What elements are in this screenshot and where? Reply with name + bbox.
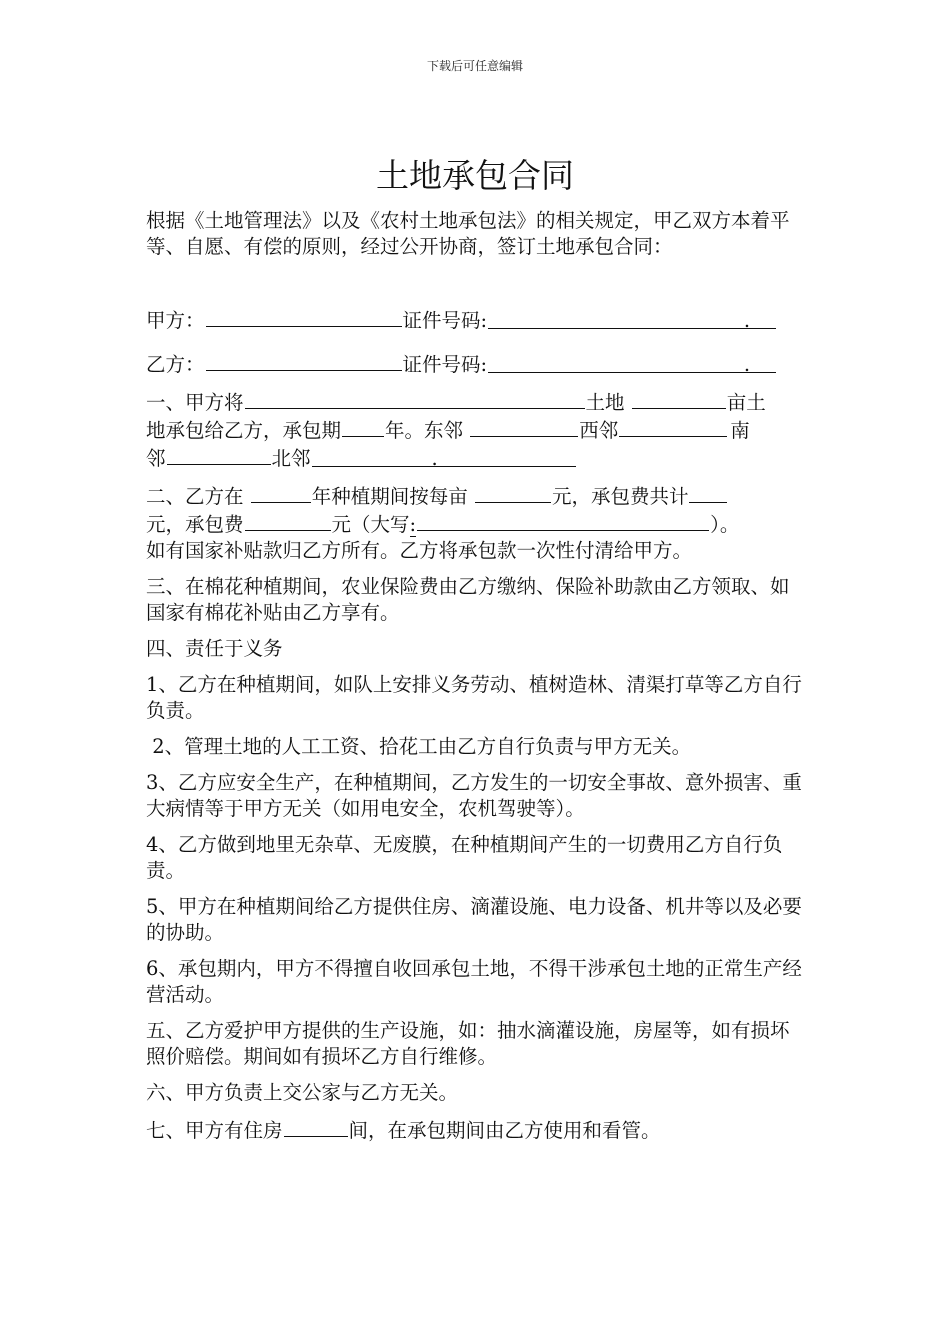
clause-1-dot: .	[431, 447, 438, 470]
clause-1-line-3	[146, 444, 806, 472]
clause-2-text-2: 年种植期间按每亩	[311, 485, 468, 508]
clause-1-text-6: 西邻	[579, 419, 619, 442]
clause-1-line-1	[146, 388, 806, 416]
page-header: 下载后可任意编辑	[426, 59, 523, 73]
clause-1-text-7: 南	[730, 419, 750, 442]
clause-1-blank-west	[619, 416, 727, 437]
party-b-name-blank	[206, 350, 402, 371]
clause-1-text-4: 地承包给乙方，承包期	[146, 419, 342, 442]
clause-7-text-2: 间，在承包期间由乙方使用和看管。	[348, 1119, 661, 1142]
clause-7-text-1: 七、甲方有住房	[146, 1119, 283, 1142]
clause-2-colon: :	[409, 513, 417, 536]
party-b-label: 乙方：	[146, 353, 205, 376]
party-a-id-label: 证件号码:	[402, 309, 488, 332]
clause-1-blank-north	[312, 446, 576, 470]
clause-1-blank-years	[342, 416, 384, 437]
clause-1-text-9: 北邻	[271, 447, 311, 470]
clause-1-blank-location	[245, 388, 585, 409]
clause-4-item-3: 3、乙方应安全生产，在种植期间，乙方发生的一切安全事故、意外损害、重大病情等于甲方无关（如用电安全，农机驾驶等）。	[146, 771, 802, 820]
clause-1	[146, 388, 806, 472]
clause-1-blank-east	[470, 416, 578, 437]
party-a-line	[146, 306, 806, 334]
intro-paragraph: 根据《土地管理法》以及《农村土地承包法》的相关规定，甲乙双方本着平等、自愿、有偿的原则，经过公开协商，签订土地承包合同：	[146, 209, 790, 258]
clause-1-blank-south	[167, 444, 271, 465]
clause-2-line-3: 如有国家补贴款归乙方所有。乙方将承包款一次性付清给甲方。	[146, 539, 693, 562]
clause-2-blank-year	[251, 482, 311, 503]
party-a-id-blank	[488, 308, 776, 332]
clause-4-item-5: 5、甲方在种植期间给乙方提供住房、滴灌设施、电力设备、机井等以及必要的协助。	[146, 895, 802, 944]
clause-4-heading: 四、责任于义务	[146, 637, 283, 660]
document-title: 土地承包合同	[376, 156, 574, 195]
clause-2-blank-capital	[417, 510, 709, 531]
clause-6: 六、甲方负责上交公家与乙方无关。	[146, 1081, 459, 1104]
clause-1-blank-area	[632, 388, 726, 409]
party-a-id-dot: .	[743, 309, 751, 332]
party-b-line	[146, 350, 806, 378]
clause-7-blank-rooms	[284, 1116, 348, 1137]
clause-1-text-8: 邻	[146, 447, 166, 470]
party-a-name-blank	[206, 306, 402, 327]
clause-2-text-3: 元，承包费共计	[551, 485, 689, 508]
document-body	[146, 208, 806, 1144]
clause-2-line-1	[146, 482, 806, 510]
party-b-id-label: 证件号码:	[402, 353, 488, 376]
clause-2	[146, 482, 806, 564]
clause-1-text-5: 年。东邻	[385, 419, 464, 442]
party-b-id-dot: .	[743, 353, 751, 376]
clause-2-line-2	[146, 510, 806, 538]
clause-4-item-4: 4、乙方做到地里无杂草、无废膜，在种植期间产生的一切费用乙方自行负责。	[146, 833, 783, 882]
clause-7	[146, 1116, 806, 1144]
clause-1-line-2	[146, 416, 806, 444]
clause-2-blank-total	[689, 482, 727, 503]
clause-2-text-4: 元，承包费	[146, 513, 244, 536]
clause-3: 三、在棉花种植期间，农业保险费由乙方缴纳、保险补助款由乙方领取、如国家有棉花补贴由乙方享有。	[146, 575, 790, 624]
clause-2-blank-per-mu	[475, 482, 551, 503]
clause-1-text-1: 一、甲方将	[146, 391, 244, 414]
clause-4-item-2: 2、管理土地的人工工资、拾花工由乙方自行负责与甲方无关。	[146, 735, 692, 758]
party-a-label: 甲方：	[146, 309, 205, 332]
clause-2-blank-fee	[245, 510, 331, 531]
clause-4-item-6: 6、承包期内，甲方不得擅自收回承包土地，不得干涉承包土地的正常生产经营活动。	[146, 957, 802, 1006]
clause-1-text-3: 亩土	[726, 391, 766, 414]
clause-1-text-2: 土地	[585, 391, 625, 414]
clause-2-text-5: 元（大写	[331, 513, 410, 536]
clause-2-text-1: 二、乙方在	[146, 485, 244, 508]
clause-2-text-6: ）。	[710, 513, 740, 536]
party-b-id-blank	[488, 352, 776, 376]
clause-4-item-1: 1、乙方在种植期间，如队上安排义务劳动、植树造林、清渠打草等乙方自行负责。	[146, 673, 802, 722]
clause-5: 五、乙方爱护甲方提供的生产设施，如：抽水滴灌设施，房屋等，如有损坏照价赔偿。期间如有损坏乙方自行维修。	[146, 1019, 790, 1068]
